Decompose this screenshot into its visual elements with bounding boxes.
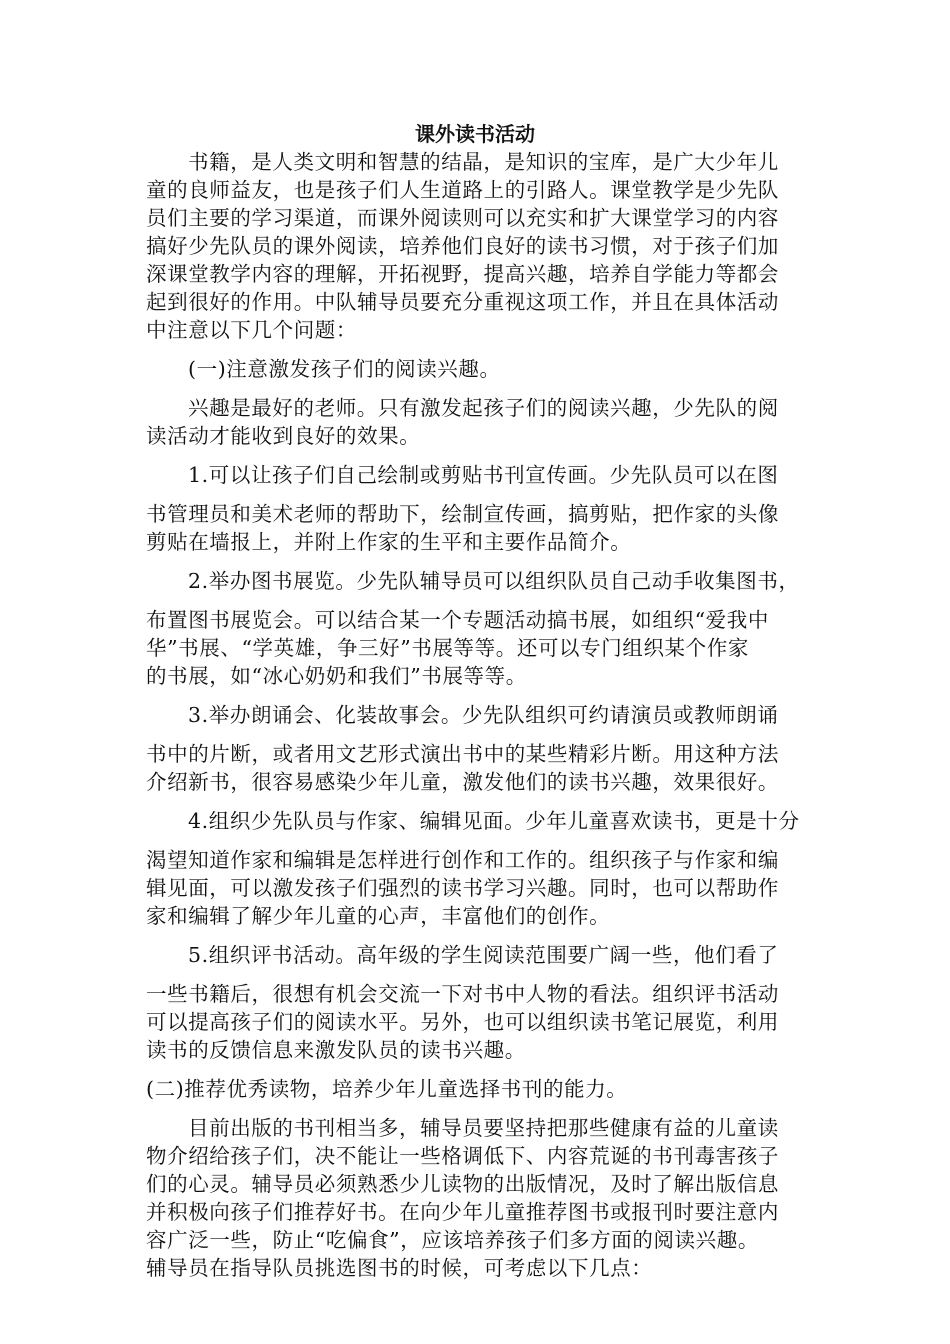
text-line: 童的良师益友，也是孩子们人生道路上的引路人。课堂教学是少先队	[146, 178, 779, 202]
text-line: 兴趣是最好的老师。只有激发起孩子们的阅读兴趣，少先队的阅	[188, 396, 779, 420]
text-line: 容广泛一些，防止“吃偏食”，应该培养孩子们多方面的阅读兴趣。	[146, 1228, 759, 1252]
section-heading: (二)推荐优秀读物，培养少年儿童选择书刊的能力。	[146, 1077, 628, 1101]
text-line: 辅导员在指导队员挑选图书的时候，可考虑以下几点：	[146, 1256, 653, 1280]
text-line: 家和编辑了解少年儿童的心声，丰富他们的创作。	[146, 904, 611, 928]
text-line: 起到很好的作用。中队辅导员要充分重视这项工作，并且在具体活动	[146, 290, 779, 314]
text-line: 布置图书展览会。可以结合某一个专题活动搞书展，如组织“爱我中	[146, 608, 769, 632]
text-line: 深课堂教学内容的理解，开拓视野，提高兴趣，培养自学能力等都会	[146, 262, 779, 286]
text-line: 1.可以让孩子们自己绘制或剪贴书刊宣传画。少先队员可以在图	[188, 463, 779, 487]
page-title: 课外读书活动	[415, 122, 535, 146]
text-line: 书管理员和美术老师的帮助下，绘制宣传画，搞剪贴，把作家的头像	[146, 502, 779, 526]
text-line: 中注意以下几个问题：	[146, 318, 357, 342]
text-line: 华”书展、“学英雄，争三好”书展等等。还可以专门组织某个作家	[146, 636, 749, 660]
text-line: 并积极向孩子们推荐好书。在向少年儿童推荐图书或报刊时要注意内	[146, 1200, 779, 1224]
text-line: 书中的片断，或者用文艺形式演出书中的某些精彩片断。用这种方法	[146, 742, 779, 766]
text-line: 2.举办图书展览。少先队辅导员可以组织队员自己动手收集图书，	[188, 569, 800, 593]
text-line: 目前出版的书刊相当多，辅导员要坚持把那些健康有益的儿童读	[188, 1116, 779, 1140]
text-line: 辑见面，可以激发孩子们强烈的读书学习兴趣。同时，也可以帮助作	[146, 876, 779, 900]
text-line: 员们主要的学习渠道，而课外阅读则可以充实和扩大课堂学习的内容	[146, 206, 779, 230]
text-line: 介绍新书，很容易感染少年儿童，激发他们的读书兴趣，效果很好。	[146, 770, 779, 794]
text-line: 读活动才能收到良好的效果。	[146, 424, 421, 448]
section-heading: (一)注意激发孩子们的阅读兴趣。	[188, 357, 501, 381]
text-line: 剪贴在墙报上，并附上作家的生平和主要作品简介。	[146, 530, 632, 554]
text-line: 书籍，是人类文明和智慧的结晶，是知识的宝库，是广大少年儿	[188, 150, 779, 174]
text-line: 渴望知道作家和编辑是怎样进行创作和工作的。组织孩子与作家和编	[146, 848, 779, 872]
text-line: 物介绍给孩子们，决不能让一些格调低下、内容荒诞的书刊毒害孩子	[146, 1144, 779, 1168]
text-line: 读书的反馈信息来激发队员的读书兴趣。	[146, 1038, 526, 1062]
text-line: 一些书籍后，很想有机会交流一下对书中人物的看法。组织评书活动	[146, 982, 779, 1006]
text-line: 5.组织评书活动。高年级的学生阅读范围要广阔一些，他们看了	[188, 943, 779, 967]
text-line: 搞好少先队员的课外阅读，培养他们良好的读书习惯，对于孩子们加	[146, 234, 779, 258]
text-line: 可以提高孩子们的阅读水平。另外，也可以组织读书笔记展览，利用	[146, 1010, 779, 1034]
text-line: 们的心灵。辅导员必须熟悉少儿读物的出版情况，及时了解出版信息	[146, 1172, 779, 1196]
text-line: 3.举办朗诵会、化装故事会。少先队组织可约请演员或教师朗诵	[188, 703, 779, 727]
text-line: 4.组织少先队员与作家、编辑见面。少年儿童喜欢读书，更是十分	[188, 809, 800, 833]
text-line: 的书展，如“冰心奶奶和我们”书展等等。	[146, 664, 527, 688]
